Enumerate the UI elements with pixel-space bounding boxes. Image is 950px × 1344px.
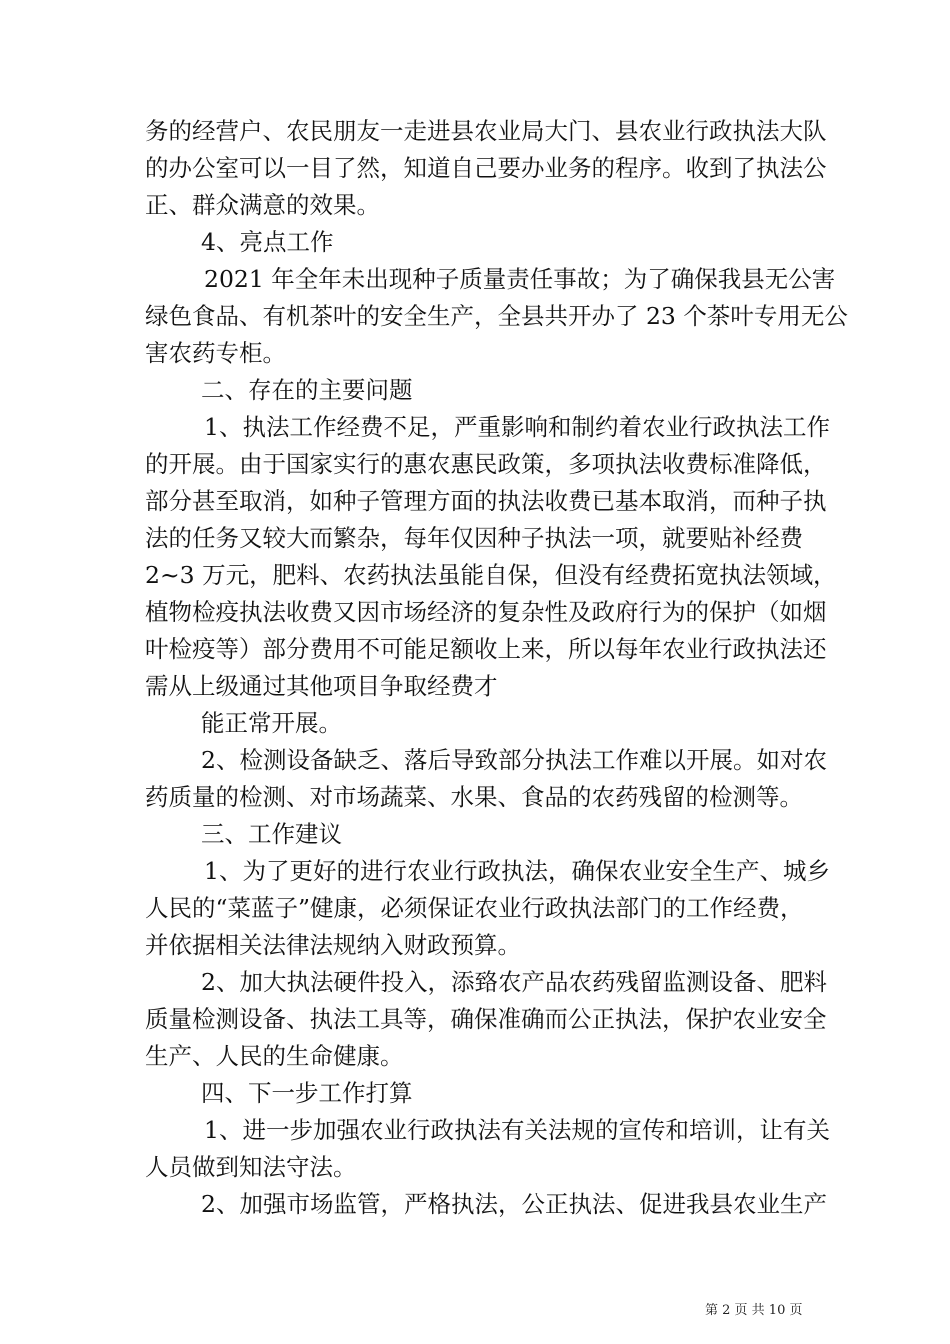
text-line: 质量检测设备、执法工具等，确保准确而公正执法，保护农业安全 <box>145 1005 827 1033</box>
text-line: 并依据相关法律法规纳入财政预算。 <box>145 931 521 959</box>
text-line: 2、加强市场监管，严格执法，公正执法、促进我县农业生产 <box>201 1190 827 1218</box>
text-line: 2021 年全年未出现种子质量责任事故；为了确保我县无公害 <box>204 265 836 293</box>
text-line: 能正常开展。 <box>201 709 342 737</box>
text-line: 人民的“菜蓝子”健康，必须保证农业行政执法部门的工作经费， <box>145 894 804 922</box>
text-line: 法的任务又较大而繁杂，每年仅因种子执法一项，就要贴补经费 <box>145 524 803 552</box>
text-line: 叶检疫等）部分费用不可能足额收上来，所以每年农业行政执法还 <box>145 635 827 663</box>
text-line: 人员做到知法守法。 <box>145 1153 357 1181</box>
text-line: 绿色食品、有机茶叶的安全生产，全县共开办了 23 个茶叶专用无公 <box>145 302 848 330</box>
body-text <box>145 113 848 1223</box>
page-number: 第 2 页 共 10 页 <box>705 1303 803 1318</box>
text-line: 害农药专柜。 <box>145 339 286 367</box>
text-line: 三、工作建议 <box>201 820 342 848</box>
text-line: 四、下一步工作打算 <box>201 1079 413 1107</box>
text-line: 1、为了更好的进行农业行政执法，确保农业安全生产、城乡 <box>204 857 830 885</box>
text-line: 1、执法工作经费不足，严重影响和制约着农业行政执法工作 <box>204 413 830 441</box>
text-line: 2~3 万元，肥料、农药执法虽能自保，但没有经费拓宽执法领域， <box>145 561 837 589</box>
document-body <box>145 113 848 1223</box>
text-line: 2、加大执法硬件投入，添臵农产品农药残留监测设备、肥料 <box>201 968 827 996</box>
text-line: 正、群众满意的效果。 <box>145 191 380 219</box>
text-line: 的办公室可以一目了然，知道自己要办业务的程序。收到了执法公 <box>145 154 827 182</box>
text-line: 2、检测设备缺乏、落后导致部分执法工作难以开展。如对农 <box>201 746 827 774</box>
text-line: 二、存在的主要问题 <box>201 376 413 404</box>
text-line: 生产、人民的生命健康。 <box>145 1042 404 1070</box>
text-line: 植物检疫执法收费又因市场经济的复杂性及政府行为的保护（如烟 <box>145 598 827 626</box>
text-line: 部分甚至取消，如种子管理方面的执法收费已基本取消，而种子执 <box>145 487 827 515</box>
text-line: 务的经营户、农民朋友一走进县农业局大门、县农业行政执法大队 <box>145 117 827 145</box>
text-line: 药质量的检测、对市场蔬菜、水果、食品的农药残留的检测等。 <box>145 783 803 811</box>
text-line: 的开展。由于国家实行的惠农惠民政策，多项执法收费标准降低， <box>145 450 827 478</box>
text-line: 4、亮点工作 <box>201 228 334 256</box>
text-line: 需从上级通过其他项目争取经费才 <box>145 672 498 700</box>
text-line: 1、进一步加强农业行政执法有关法规的宣传和培训，让有关 <box>204 1116 830 1144</box>
